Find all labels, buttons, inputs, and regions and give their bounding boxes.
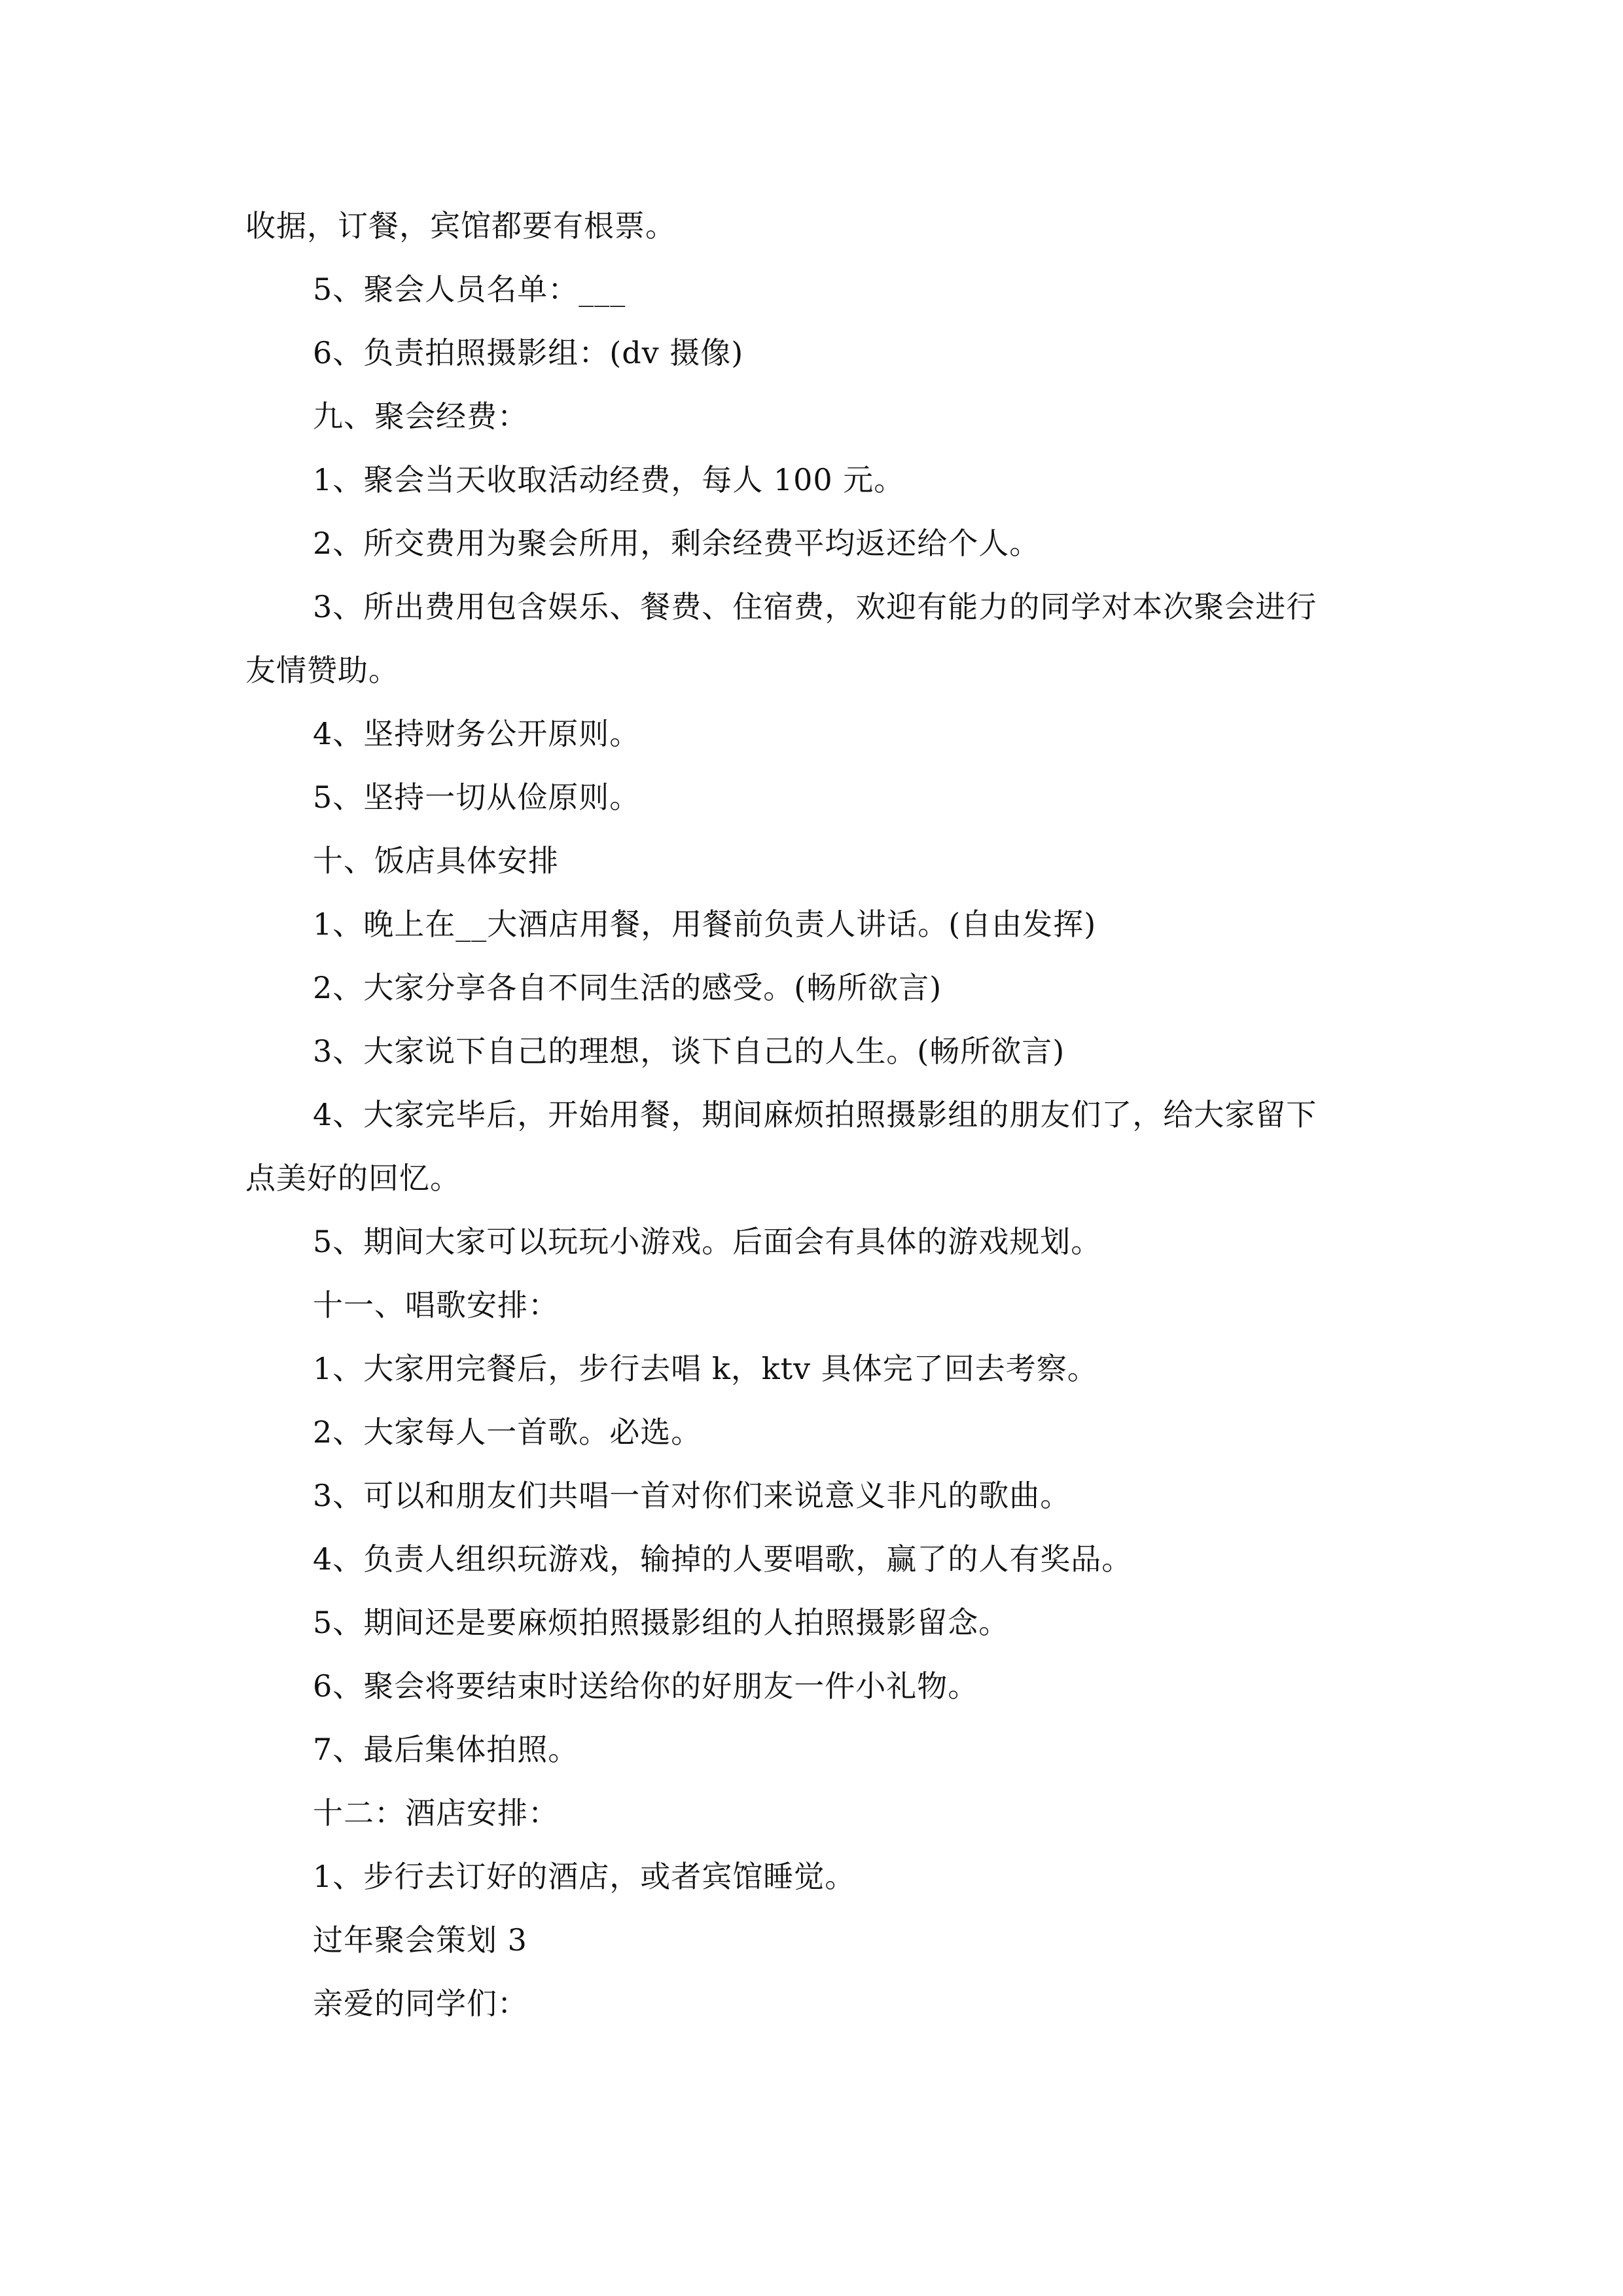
text-line: 1、聚会当天收取活动经费，每人 100 元。 bbox=[313, 462, 905, 497]
text-line: 3、大家说下自己的理想，谈下自己的人生。(畅所欲言) bbox=[313, 1033, 1065, 1069]
text-line: 友情赞助。 bbox=[245, 653, 399, 688]
text-line: 1、大家用完餐后，步行去唱 k，ktv 具体完了回去考察。 bbox=[313, 1351, 1098, 1386]
text-line: 3、所出费用包含娱乐、餐费、住宿费，欢迎有能力的同学对本次聚会进行 bbox=[313, 589, 1317, 624]
section-heading: 十二：酒店安排： bbox=[313, 1795, 559, 1831]
salutation: 亲爱的同学们： bbox=[313, 1986, 528, 2021]
text-line: 5、坚持一切从俭原则。 bbox=[313, 780, 641, 815]
text-line: 5、聚会人员名单：___ bbox=[313, 272, 626, 307]
text-line: 2、所交费用为聚会所用，剩余经费平均返还给个人。 bbox=[313, 526, 1041, 561]
text-line: 1、晚上在__大酒店用餐，用餐前负责人讲话。(自由发挥) bbox=[313, 906, 1097, 942]
text-line: 4、大家完毕后，开始用餐，期间麻烦拍照摄影组的朋友们了，给大家留下 bbox=[313, 1097, 1317, 1132]
text-line: 5、期间大家可以玩玩小游戏。后面会有具体的游戏规划。 bbox=[313, 1224, 1102, 1259]
document-body bbox=[245, 194, 1381, 2036]
section-heading: 十一、唱歌安排： bbox=[313, 1287, 559, 1323]
text-line: 收据，订餐，宾馆都要有根票。 bbox=[245, 208, 676, 243]
text-line: 4、负责人组织玩游戏，输掉的人要唱歌，赢了的人有奖品。 bbox=[313, 1541, 1133, 1577]
text-line: 点美好的回忆。 bbox=[245, 1160, 461, 1196]
text-line: 3、可以和朋友们共唱一首对你们来说意义非凡的歌曲。 bbox=[313, 1478, 1071, 1513]
text-line: 1、步行去订好的酒店，或者宾馆睡觉。 bbox=[313, 1859, 856, 1894]
text-line: 4、坚持财务公开原则。 bbox=[313, 716, 641, 751]
section-heading: 十、饭店具体安排 bbox=[313, 843, 559, 878]
text-line: 6、负责拍照摄影组：(dv 摄像) bbox=[313, 335, 744, 370]
text-line: 5、期间还是要麻烦拍照摄影组的人拍照摄影留念。 bbox=[313, 1605, 1010, 1640]
text-line: 7、最后集体拍照。 bbox=[313, 1732, 579, 1767]
document-subtitle: 过年聚会策划 3 bbox=[313, 1922, 527, 1958]
text-line: 2、大家分享各自不同生活的感受。(畅所欲言) bbox=[313, 970, 942, 1005]
section-heading: 九、聚会经费： bbox=[313, 399, 528, 434]
text-line: 6、聚会将要结束时送给你的好朋友一件小礼物。 bbox=[313, 1668, 979, 1704]
text-line: 2、大家每人一首歌。必选。 bbox=[313, 1414, 702, 1450]
